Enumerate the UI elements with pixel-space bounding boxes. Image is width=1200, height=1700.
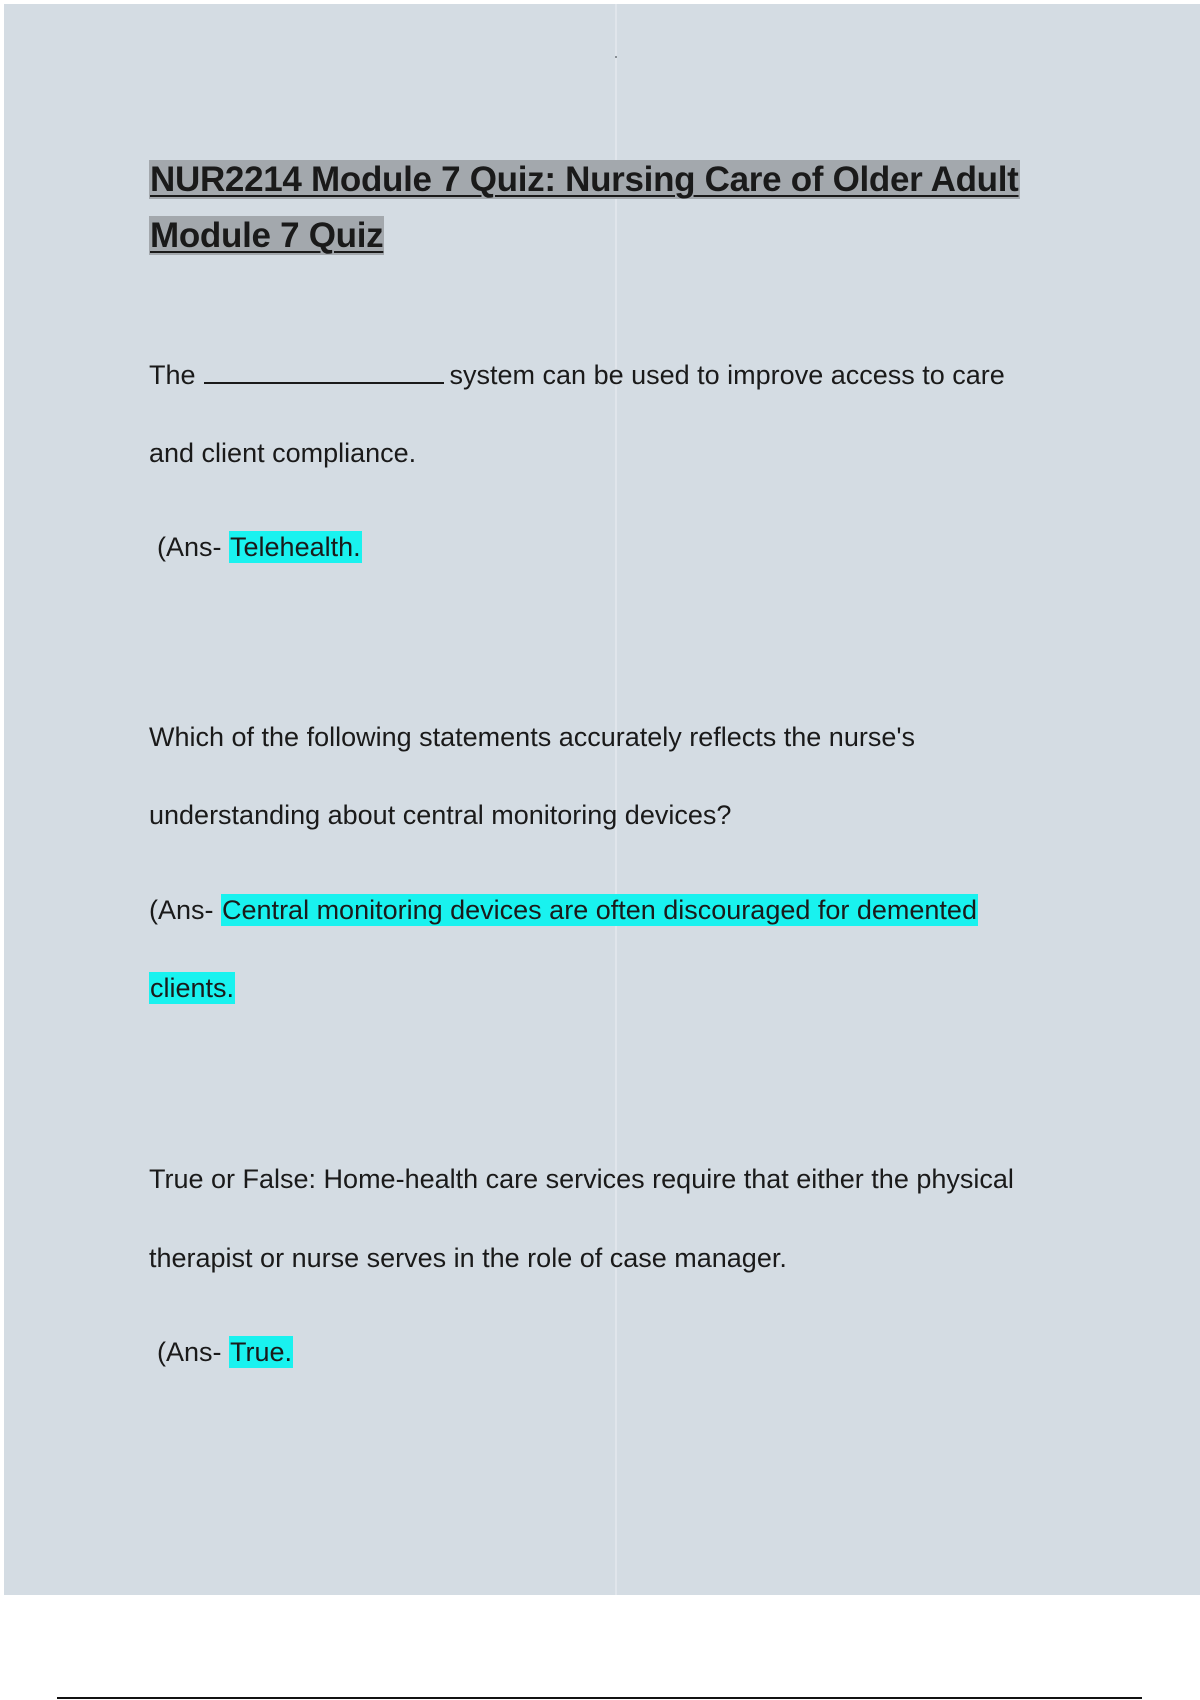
answer-2-text-continued: clients. xyxy=(150,973,235,1003)
answer-2 xyxy=(149,893,978,927)
question-1-line-2: and client compliance. xyxy=(149,438,417,468)
answer-3-text: True. xyxy=(230,1337,293,1367)
question-1-prefix: The xyxy=(149,360,196,390)
document-title xyxy=(149,152,1020,264)
answer-3 xyxy=(157,1335,293,1369)
fill-in-blank xyxy=(204,360,444,384)
answer-2-continued xyxy=(149,971,235,1005)
question-2-line-1: Which of the following statements accurately reflects the nurse's xyxy=(149,722,916,752)
document-page xyxy=(4,4,1200,1595)
answer-2-text: Central monitoring devices are often discouraged for demented xyxy=(222,895,977,925)
answer-1-text: Telehealth. xyxy=(230,532,361,562)
question-3-line-2: therapist or nurse serves in the role of case manager. xyxy=(149,1243,787,1273)
question-1-suffix: system can be used to improve access to care xyxy=(449,360,1005,390)
page-speck xyxy=(615,56,617,58)
answer-1-prefix: (Ans- xyxy=(157,532,222,562)
question-1-line-1 xyxy=(149,358,1005,392)
answer-1 xyxy=(157,530,362,564)
footer-divider xyxy=(57,1697,1142,1699)
title-line-1: NUR2214 Module 7 Quiz: Nursing Care of Older Adult xyxy=(150,160,1019,199)
question-2-line-2: understanding about central monitoring devices? xyxy=(149,800,732,830)
answer-3-prefix: (Ans- xyxy=(157,1337,222,1367)
answer-2-prefix: (Ans- xyxy=(149,895,214,925)
question-3-line-1: True or False: Home-health care services require that either the physical xyxy=(149,1164,1014,1194)
title-line-2: Module 7 Quiz xyxy=(150,216,384,255)
